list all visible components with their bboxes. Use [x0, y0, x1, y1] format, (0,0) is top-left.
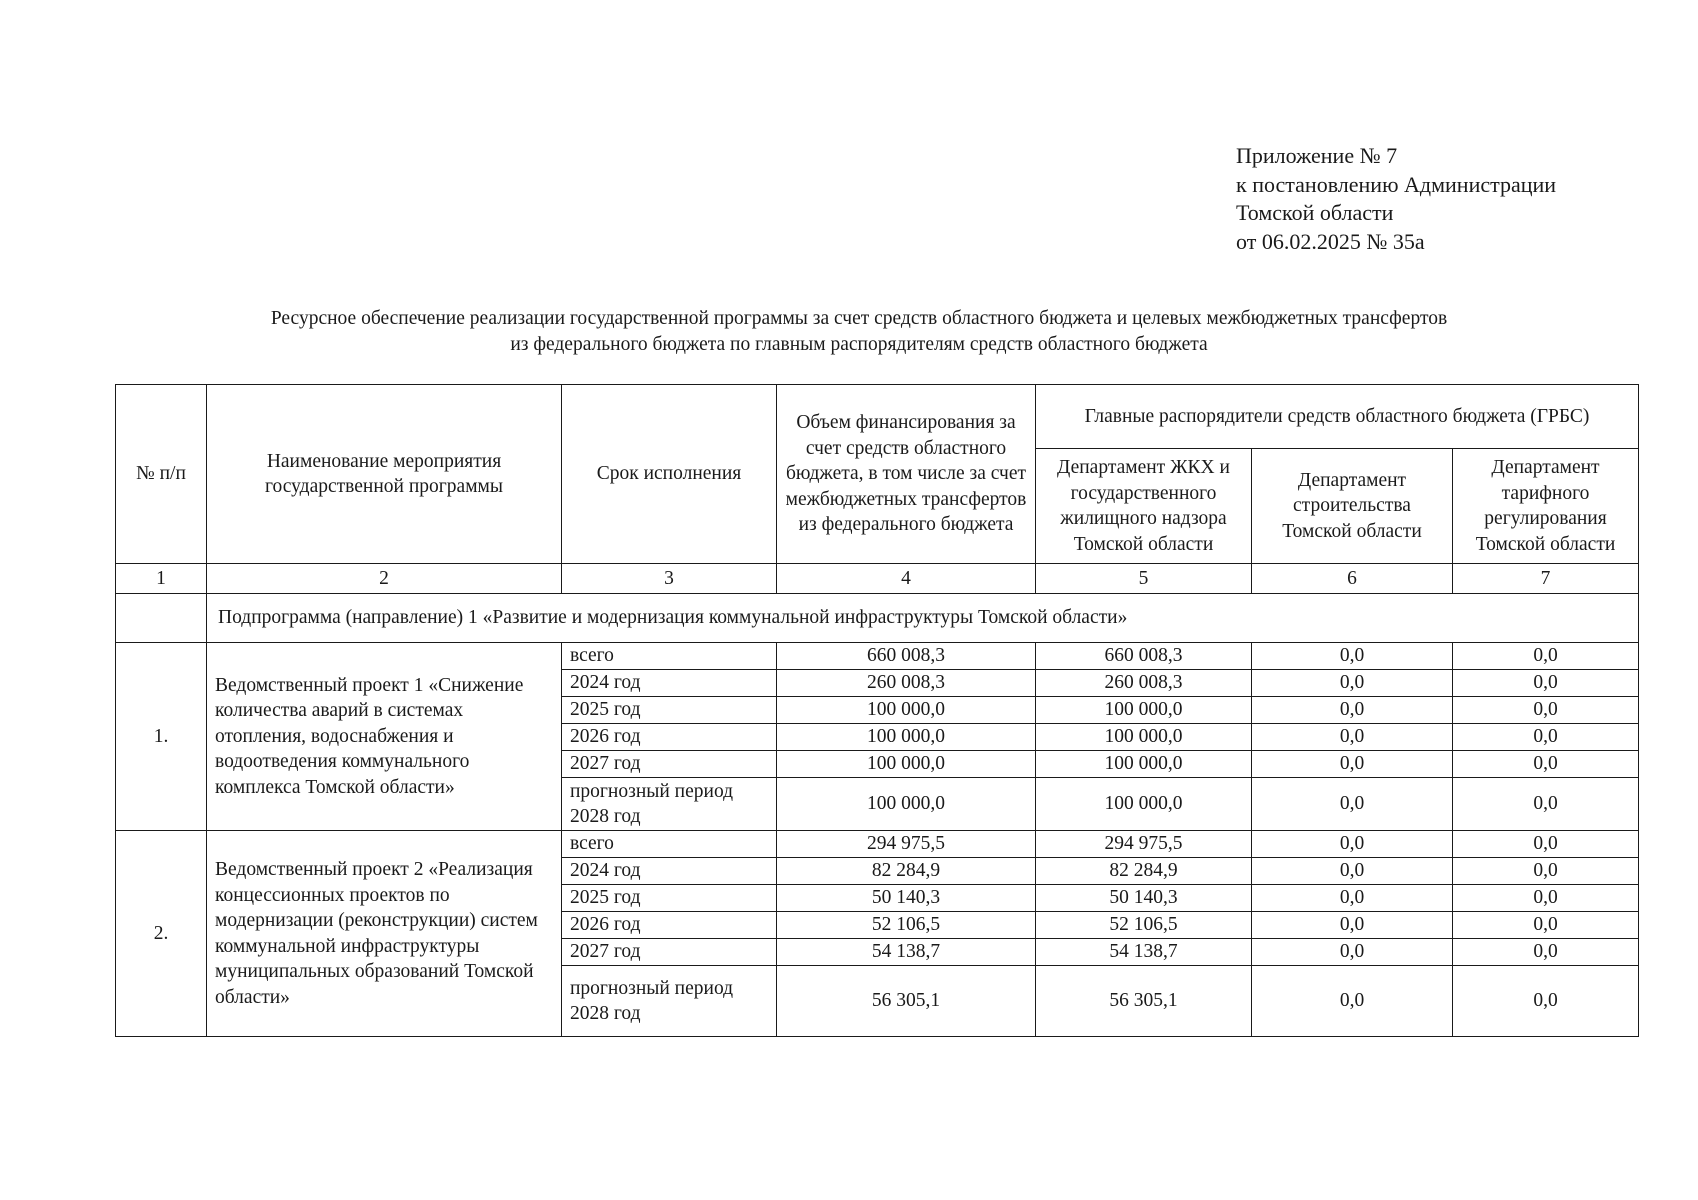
build-cell: 0,0 [1252, 670, 1453, 697]
tariff-cell: 0,0 [1453, 778, 1639, 831]
column-number: 7 [1453, 564, 1639, 594]
volume-cell: 100 000,0 [777, 778, 1036, 831]
build-cell: 0,0 [1252, 751, 1453, 778]
header-name: Наименование мероприятия государственной программы [207, 385, 562, 564]
build-cell: 0,0 [1252, 643, 1453, 670]
zhkh-cell: 100 000,0 [1036, 778, 1252, 831]
volume-cell: 54 138,7 [777, 939, 1036, 966]
header-term: Срок исполнения [562, 385, 777, 564]
term-cell: 2026 год [562, 724, 777, 751]
approval-line: Приложение № 7 [1236, 143, 1398, 168]
build-cell: 0,0 [1252, 778, 1453, 831]
header-volume: Объем финансирования за счет средств областного бюджета, в том числе за счет межбюджетных трансфертов из федерального бюджета [777, 385, 1036, 564]
build-cell: 0,0 [1252, 966, 1453, 1037]
tariff-cell: 0,0 [1453, 831, 1639, 858]
term-cell: 2024 год [562, 670, 777, 697]
build-cell: 0,0 [1252, 697, 1453, 724]
tariff-cell: 0,0 [1453, 751, 1639, 778]
term-cell: прогнозный период 2028 год [562, 778, 777, 831]
table-row [116, 643, 1639, 670]
tariff-cell: 0,0 [1453, 858, 1639, 885]
table-row [116, 831, 1639, 858]
project-name: Ведомственный проект 1 «Снижение количества аварий в системах отопления, водоснабжения и водоотведения коммунального комплекса Томской области» [207, 643, 562, 831]
zhkh-cell: 56 305,1 [1036, 966, 1252, 1037]
volume-cell: 100 000,0 [777, 751, 1036, 778]
approval-line: к постановлению Администрации [1236, 171, 1557, 197]
approval-line: Томской области [1236, 200, 1394, 225]
term-cell: 2027 год [562, 939, 777, 966]
column-number: 4 [777, 564, 1036, 594]
tariff-cell: 0,0 [1453, 885, 1639, 912]
tariff-cell: 0,0 [1453, 939, 1639, 966]
build-cell: 0,0 [1252, 939, 1453, 966]
build-cell: 0,0 [1252, 831, 1453, 858]
volume-cell: 56 305,1 [777, 966, 1036, 1037]
build-cell: 0,0 [1252, 912, 1453, 939]
zhkh-cell: 260 008,3 [1036, 670, 1252, 697]
tariff-cell: 0,0 [1453, 966, 1639, 1037]
title-line: Ресурсное обеспечение реализации государственной программы за счет средств областного бюджета и целевых межбюджетных трансфертов [270, 308, 1448, 329]
column-number: 2 [207, 564, 562, 594]
zhkh-cell: 100 000,0 [1036, 697, 1252, 724]
column-number: 1 [116, 564, 207, 594]
volume-cell: 294 975,5 [777, 831, 1036, 858]
zhkh-cell: 660 008,3 [1036, 643, 1252, 670]
zhkh-cell: 50 140,3 [1036, 885, 1252, 912]
build-cell: 0,0 [1252, 885, 1453, 912]
tariff-cell: 0,0 [1453, 643, 1639, 670]
zhkh-cell: 294 975,5 [1036, 831, 1252, 858]
zhkh-cell: 100 000,0 [1036, 724, 1252, 751]
volume-cell: 50 140,3 [777, 885, 1036, 912]
project-name: Ведомственный проект 2 «Реализация концессионных проектов по модернизации (реконструкции) систем коммунальной инфраструктуры муниципальных образований Томской области» [207, 831, 562, 1037]
approval-line: от 06.02.2025 № 35а [1236, 228, 1425, 254]
header-dep-build: Департамент строительства Томской области [1252, 449, 1453, 564]
volume-cell: 100 000,0 [777, 724, 1036, 751]
zhkh-cell: 82 284,9 [1036, 858, 1252, 885]
volume-cell: 100 000,0 [777, 697, 1036, 724]
volume-cell: 260 008,3 [777, 670, 1036, 697]
tariff-cell: 0,0 [1453, 697, 1639, 724]
column-number-row [116, 564, 1639, 594]
approval-block [1236, 142, 1676, 256]
term-cell: прогнозный период 2028 год [562, 966, 777, 1037]
subprogram-row [116, 594, 1639, 643]
header-num: № п/п [116, 385, 207, 564]
term-cell: 2025 год [562, 697, 777, 724]
tariff-cell: 0,0 [1453, 912, 1639, 939]
zhkh-cell: 54 138,7 [1036, 939, 1252, 966]
term-cell: всего [562, 831, 777, 858]
zhkh-cell: 52 106,5 [1036, 912, 1252, 939]
zhkh-cell: 100 000,0 [1036, 751, 1252, 778]
project-number: 2. [116, 831, 207, 1037]
subprogram-num-cell [116, 594, 207, 643]
column-number: 3 [562, 564, 777, 594]
column-number: 6 [1252, 564, 1453, 594]
term-cell: 2025 год [562, 885, 777, 912]
header-dep-tariff: Департамент тарифного регулирования Томской области [1453, 449, 1639, 564]
header-dep-zhkh: Департамент ЖКХ и государственного жилищного надзора Томской области [1036, 449, 1252, 564]
tariff-cell: 0,0 [1453, 724, 1639, 751]
column-number: 5 [1036, 564, 1252, 594]
title-line: из федерального бюджета по главным распорядителям средств областного бюджета [510, 334, 1208, 355]
build-cell: 0,0 [1252, 724, 1453, 751]
term-cell: 2026 год [562, 912, 777, 939]
tariff-cell: 0,0 [1453, 670, 1639, 697]
volume-cell: 82 284,9 [777, 858, 1036, 885]
subprogram-title: Подпрограмма (направление) 1 «Развитие и модернизация коммунальной инфраструктуры Томской области» [207, 594, 1639, 643]
build-cell: 0,0 [1252, 858, 1453, 885]
term-cell: всего [562, 643, 777, 670]
term-cell: 2027 год [562, 751, 777, 778]
volume-cell: 52 106,5 [777, 912, 1036, 939]
budget-table [115, 384, 1639, 1037]
document-title [115, 306, 1603, 358]
term-cell: 2024 год [562, 858, 777, 885]
volume-cell: 660 008,3 [777, 643, 1036, 670]
header-grbs: Главные распорядители средств областного бюджета (ГРБС) [1036, 385, 1639, 449]
project-number: 1. [116, 643, 207, 831]
